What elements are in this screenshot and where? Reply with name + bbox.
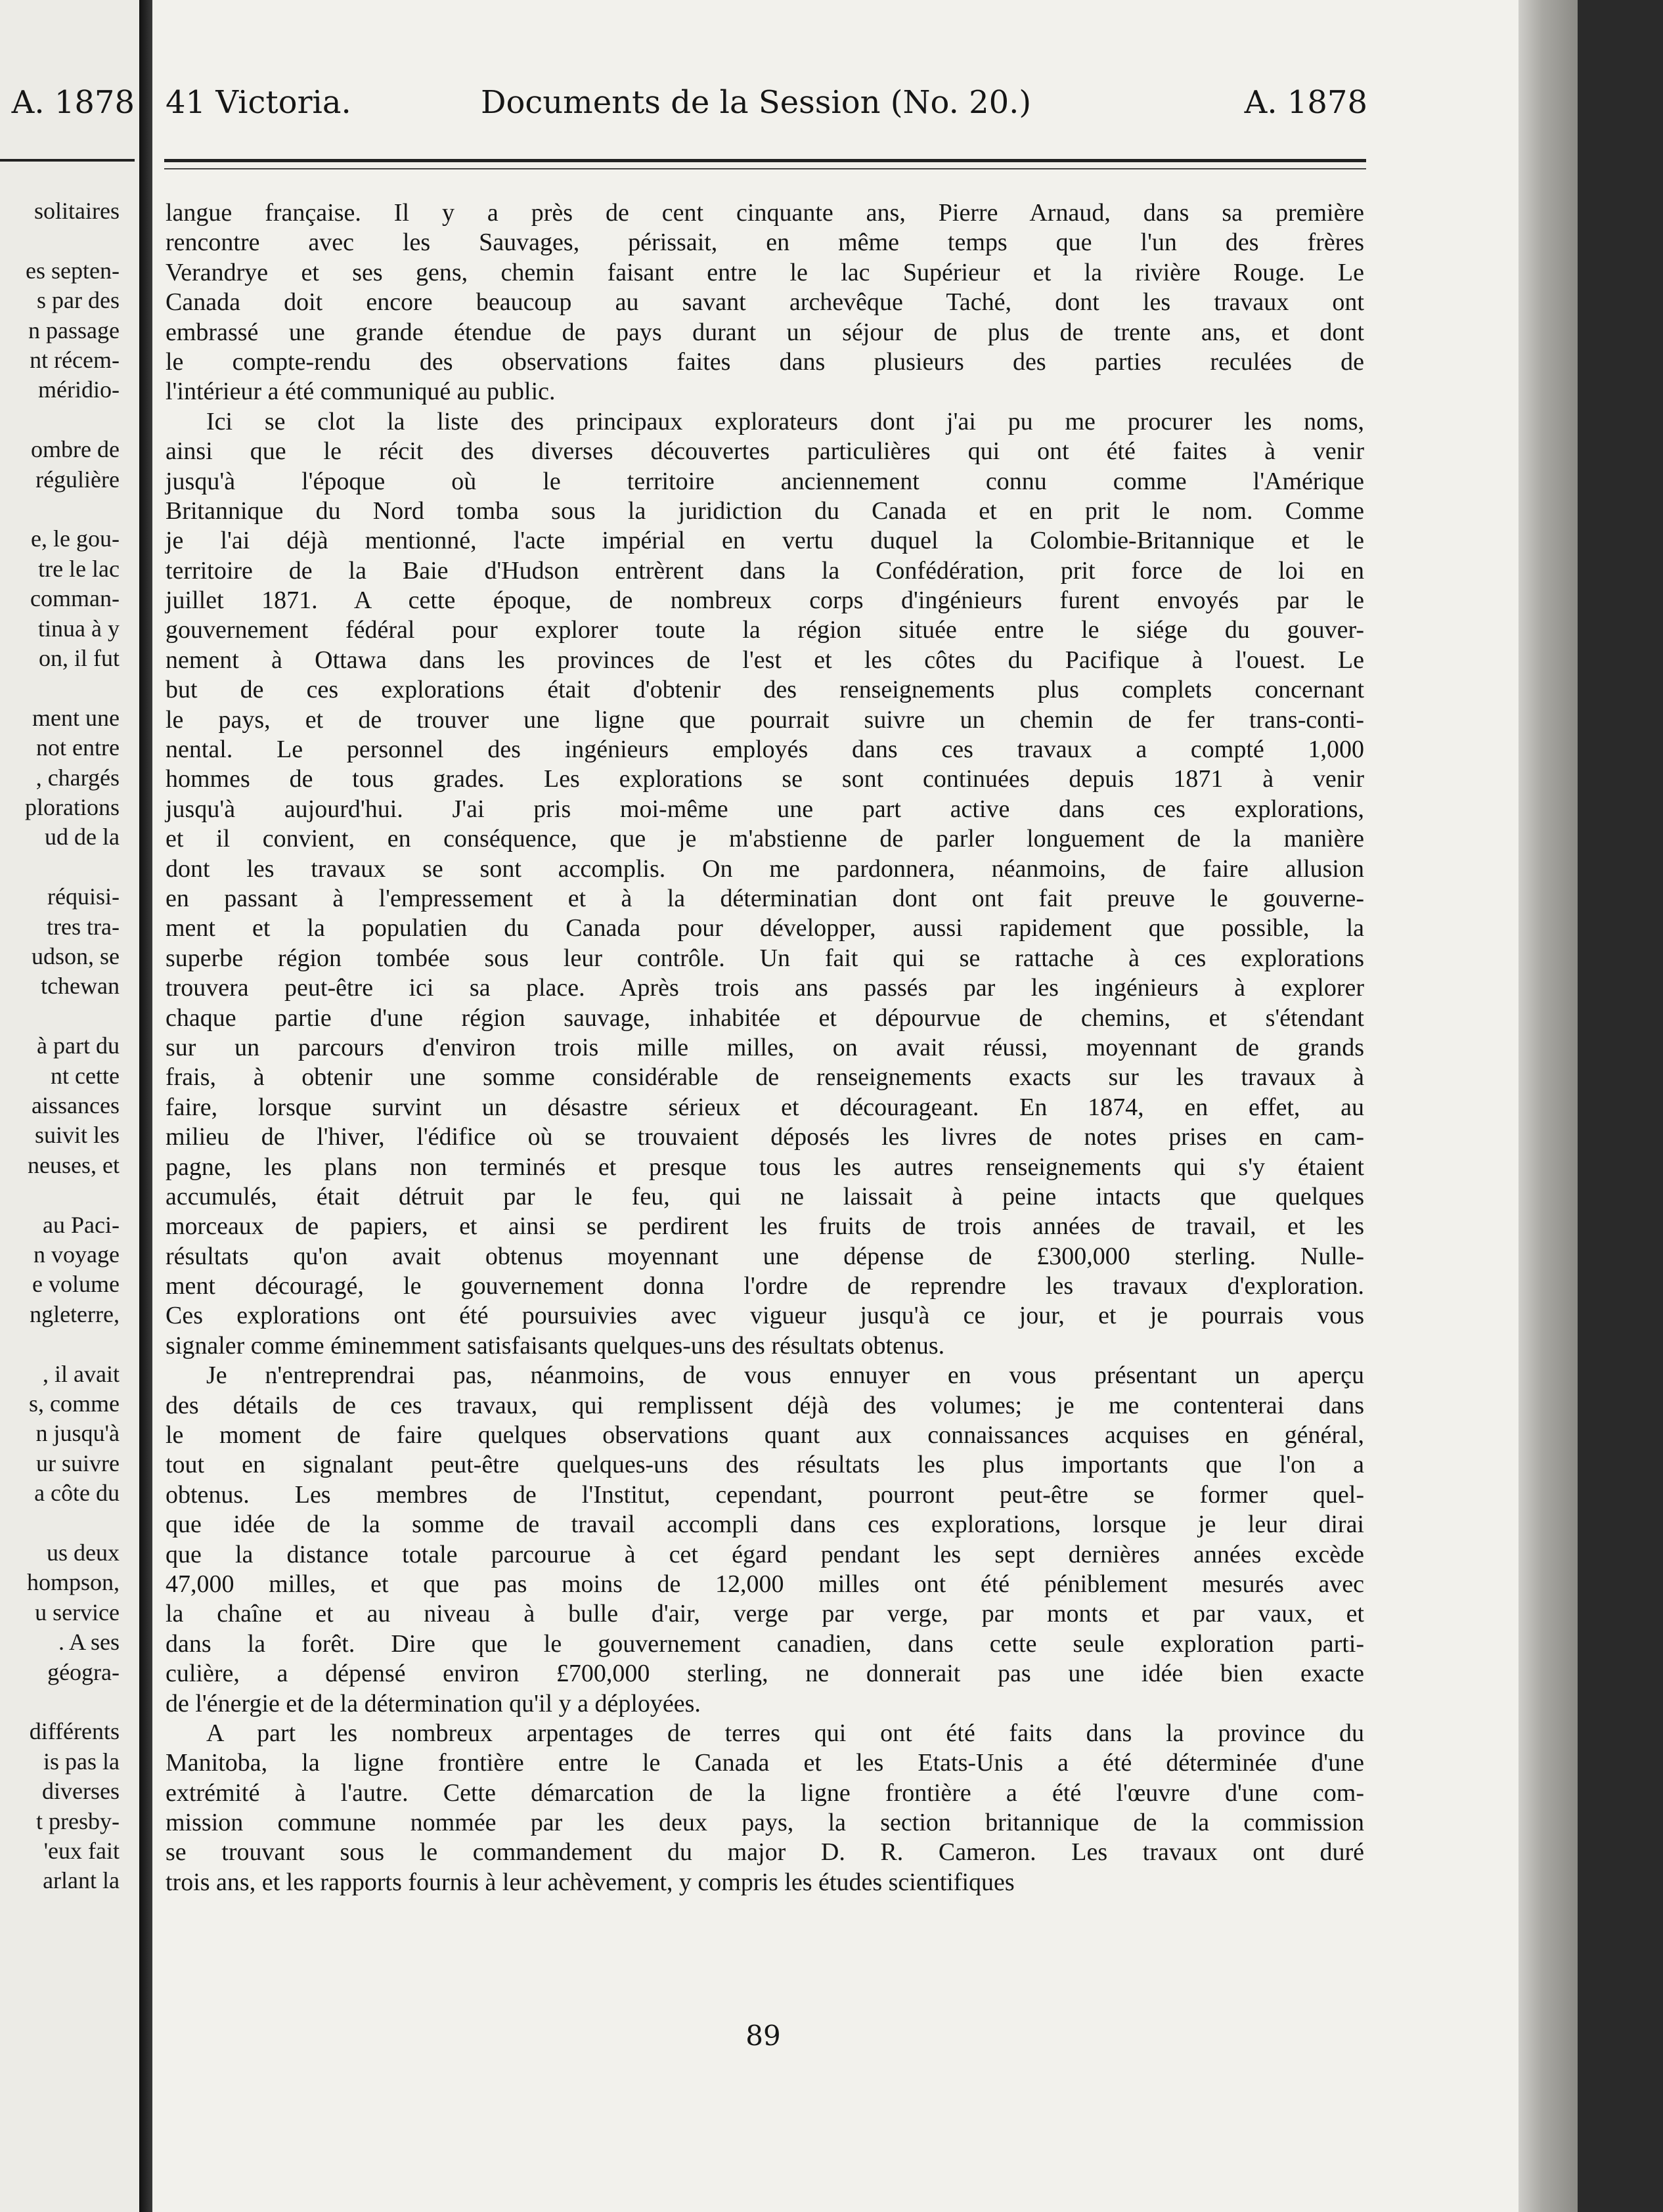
left-page-fragment: tre le lac <box>38 555 120 582</box>
left-page-fragment: géogra- <box>47 1658 120 1685</box>
text-line: jusqu'à l'époque où le territoire anciennement connu comme l'Amérique <box>166 467 1364 495</box>
left-page-fragment: arlant la <box>43 1867 120 1894</box>
left-page-fragment: , il avait <box>43 1360 120 1387</box>
text-line: je l'ai déjà mentionné, l'acte impérial en vertu duquel la Colombie-Britannique et le <box>166 527 1364 555</box>
left-page-fragment: t presby- <box>36 1807 120 1834</box>
text-line: Ces explorations ont été poursuivies avec vigueur jusqu'à ce jour, et je pourrais vous <box>166 1302 1364 1330</box>
text-line: le pays, et de trouver une ligne que pourrait suivre un chemin de fer trans-conti- <box>166 705 1364 734</box>
body-text <box>166 198 1364 1897</box>
left-page-fragment: es septen- <box>26 257 120 284</box>
left-page-fragment: n passage <box>28 317 120 343</box>
text-line: le moment de faire quelques observations quant aux connaissances acquises en général, <box>166 1421 1364 1449</box>
text-line: nental. Le personnel des ingénieurs employés dans ces travaux a compté 1,000 <box>166 736 1364 764</box>
text-line: des détails de ces travaux, qui remplissent déjà des volumes; je me contenterai dans <box>166 1391 1364 1419</box>
text-line: ainsi que le récit des diverses découvertes particulières qui ont été faites à venir <box>166 437 1364 466</box>
left-page-fragment: aissances <box>32 1092 120 1118</box>
header-volume: 41 Victoria. <box>166 84 351 121</box>
left-page-fragment: is pas la <box>43 1748 120 1775</box>
text-line: Britannique du Nord tomba sous la juridiction du Canada et en prit le nom. Comme <box>166 497 1364 525</box>
left-page-fragment: nt cette <box>51 1062 120 1089</box>
left-page-fragment: tres tra- <box>47 913 120 940</box>
book-gutter <box>139 0 152 2212</box>
text-line: se trouvant sous le commandement du major D. R. Cameron. Les travaux ont duré <box>166 1838 1364 1867</box>
main-page <box>152 0 1519 2212</box>
text-line: rencontre avec les Sauvages, périssait, en même temps que l'un des frères <box>166 229 1364 257</box>
text-line: milieu de l'hiver, l'édifice où se trouvaient déposés les livres de notes prises en cam- <box>166 1123 1364 1151</box>
left-page-fragment: on, il fut <box>39 645 120 671</box>
text-line: chaque partie d'une région sauvage, inhabitée et dépourvue de chemins, et s'étendant <box>166 1004 1364 1032</box>
header-title: Documents de la Session (No. 20.) <box>481 84 1032 121</box>
text-line: hommes de tous grades. Les explorations se sont continuées depuis 1871 à venir <box>166 765 1364 793</box>
text-line: superbe région tombée sous leur contrôle. Un fait qui se rattache à ces explorations <box>166 944 1364 972</box>
previous-page-strip <box>0 0 139 2212</box>
text-line: Verandrye et ses gens, chemin faisant entre le lac Supérieur et la rivière Rouge. Le <box>166 258 1364 286</box>
left-page-fragment: n jusqu'à <box>35 1420 120 1447</box>
left-page-fragment: udson, se <box>32 943 120 969</box>
left-page-fragment: plorations <box>25 794 120 820</box>
text-line: dans la forêt. Dire que le gouvernement canadien, dans cette seule exploration parti- <box>166 1629 1364 1658</box>
text-line: accumulés, était détruit par le feu, qui ne laissait à peine intacts que quelques <box>166 1182 1364 1210</box>
page-edge <box>1519 0 1578 2212</box>
text-line: pagne, les plans non terminés et presque tous les autres renseignements qui s'y étaient <box>166 1153 1364 1181</box>
text-line: Manitoba, la ligne frontière entre le Canada et les Etats-Unis a été déterminée d'une <box>166 1749 1364 1777</box>
header-rule-thin <box>164 168 1366 169</box>
text-line: faire, lorsque survint un désastre sérieux et décourageant. En 1874, en effet, au <box>166 1093 1364 1121</box>
text-line: embrassé une grande étendue de pays durant un séjour de plus de trente ans, et dont <box>166 318 1364 346</box>
text-line: Je n'entreprendrai pas, néanmoins, de vous ennuyer en vous présentant un aperçu <box>206 1361 1364 1390</box>
text-line: morceaux de papiers, et ainsi se perdirent les fruits de trois années de travail, et les <box>166 1212 1364 1241</box>
text-line: résultats qu'on avait obtenus moyennant une dépense de £300,000 sterling. Nulle- <box>166 1242 1364 1270</box>
left-page-fragment: ur suivre <box>36 1449 120 1476</box>
left-page-fragment: différents <box>29 1718 120 1745</box>
text-line: que idée de la somme de travail accompli dans ces explorations, lorsque je leur dirai <box>166 1511 1364 1539</box>
left-page-fragment: 'eux fait <box>43 1838 120 1864</box>
left-page-fragment: e volume <box>32 1271 120 1298</box>
text-line: l'intérieur a été communiqué au public. <box>166 378 556 406</box>
text-line: mission commune nommée par les deux pays, la section britannique de la commission <box>166 1809 1364 1837</box>
text-line: la chaîne et au niveau à bulle d'air, verge par verge, par monts et par vaux, et <box>166 1600 1364 1628</box>
text-line: Canada doit encore beaucoup au savant archevêque Taché, dont les travaux ont <box>166 288 1364 317</box>
left-page-fragment: tinua à y <box>38 615 120 642</box>
header-rule-thick <box>164 159 1366 162</box>
text-line: culière, a dépensé environ £700,000 sterling, ne donnerait pas une idée bien exacte <box>166 1660 1364 1688</box>
text-line: gouvernement fédéral pour explorer toute la région située entre le siége du gouver- <box>166 616 1364 644</box>
text-line: sur un parcours d'environ trois mille milles, on avait réussi, moyennant de grands <box>166 1033 1364 1061</box>
left-page-header: A. 1878 <box>11 84 135 121</box>
left-page-fragment: tchewan <box>41 973 120 1000</box>
left-page-fragment: . A ses <box>58 1629 120 1656</box>
left-page-fragment: comman- <box>30 585 120 612</box>
text-line: signaler comme éminemment satisfaisants quelques-uns des résultats obtenus. <box>166 1331 945 1360</box>
left-page-fragment: s, comme <box>29 1390 120 1417</box>
text-line: de l'énergie et de la détermination qu'il y a déployées. <box>166 1689 701 1717</box>
left-page-fragment: s par des <box>37 287 120 314</box>
header-year: A. 1878 <box>1244 84 1367 121</box>
text-line: juillet 1871. A cette époque, de nombreux corps d'ingénieurs furent envoyés par le <box>166 586 1364 615</box>
left-page-fragment: réquisi- <box>47 883 120 910</box>
left-page-fragment: us deux <box>47 1539 120 1566</box>
left-page-fragment: ud de la <box>45 824 120 851</box>
left-page-fragment: not entre <box>36 734 120 761</box>
left-page-fragment: suivit les <box>34 1122 120 1149</box>
page-number: 89 <box>745 2020 781 2052</box>
text-line: trois ans, et les rapports fournis à leur achèvement, y compris les études scientifiques <box>166 1868 1015 1896</box>
left-page-fragment: hompson, <box>26 1569 120 1596</box>
left-page-fragment: nt récem- <box>30 347 120 373</box>
left-page-fragment: à part du <box>37 1032 120 1059</box>
text-line: obtenus. Les membres de l'Institut, cependant, pourront peut-être se former quel- <box>166 1480 1364 1509</box>
text-line: ment découragé, le gouvernement donna l'ordre de reprendre les travaux d'exploration. <box>166 1272 1364 1300</box>
text-line: jusqu'à aujourd'hui. J'ai pris moi-même une part active dans ces explorations, <box>166 795 1364 823</box>
left-page-fragment: e, le gou- <box>31 525 120 552</box>
text-line: extrémité à l'autre. Cette démarcation de la ligne frontière a été l'œuvre d'une com- <box>166 1779 1364 1807</box>
text-line: le compte-rendu des observations faites dans plusieurs des parties reculées de <box>166 347 1364 376</box>
text-line: A part les nombreux arpentages de terres qui ont été faits dans la province du <box>206 1719 1364 1747</box>
text-line: trouvera peut-être ici sa place. Après trois ans passés par les ingénieurs à explorer <box>166 974 1364 1002</box>
background-edge <box>1578 0 1663 2212</box>
left-page-fragment: ombre de <box>31 436 120 463</box>
text-line: dont les travaux se sont accomplis. On me pardonnera, néanmoins, de faire allusion <box>166 854 1364 883</box>
text-line: que la distance totale parcourue à cet égard pendant les sept dernières années excède <box>166 1540 1364 1568</box>
text-line: Ici se clot la liste des principaux explorateurs dont j'ai pu me procurer les noms, <box>206 407 1364 435</box>
text-line: tout en signalant peut-être quelques-uns des résultats les plus importants que l'on a <box>166 1451 1364 1479</box>
text-line: nement à Ottawa dans les provinces de l'est et les côtes du Pacifique à l'ouest. Le <box>166 646 1364 674</box>
text-line: et il convient, en conséquence, que je m'abstienne de parler longuement de la manière <box>166 825 1364 853</box>
left-page-fragment: diverses <box>42 1778 120 1805</box>
text-line: ment et la populatien du Canada pour développer, aussi rapidement que possible, la <box>166 914 1364 942</box>
text-line: langue française. Il y a près de cent cinquante ans, Pierre Arnaud, dans sa première <box>166 199 1364 227</box>
text-line: territoire de la Baie d'Hudson entrèrent dans la Confédération, prit force de loi en <box>166 556 1364 585</box>
left-page-fragment: ngleterre, <box>30 1300 120 1327</box>
text-line: 47,000 milles, et que pas moins de 12,000 milles ont été péniblement mesurés avec <box>166 1570 1364 1598</box>
text-line: but de ces explorations était d'obtenir des renseignements plus complets concernant <box>166 676 1364 704</box>
left-page-fragment: solitaires <box>34 198 120 224</box>
left-page-fragment: méridio- <box>38 376 120 403</box>
left-header-rule <box>0 159 135 162</box>
text-line: frais, à obtenir une somme considérable de renseignements exacts sur les travaux à <box>166 1063 1364 1092</box>
left-page-fragment: ment une <box>32 704 120 731</box>
left-page-fragment: régulière <box>35 466 120 493</box>
text-line: en passant à l'empressement et à la déterminatian dont ont fait preuve le gouverne- <box>166 884 1364 912</box>
left-page-fragment: neuses, et <box>28 1151 120 1178</box>
left-page-fragment: u service <box>35 1599 120 1626</box>
left-page-fragment: au Paci- <box>43 1211 120 1238</box>
left-page-fragment: a côte du <box>34 1480 120 1507</box>
left-page-fragment: , chargés <box>35 764 120 791</box>
running-header <box>166 84 1367 130</box>
left-page-fragment: n voyage <box>33 1241 120 1268</box>
